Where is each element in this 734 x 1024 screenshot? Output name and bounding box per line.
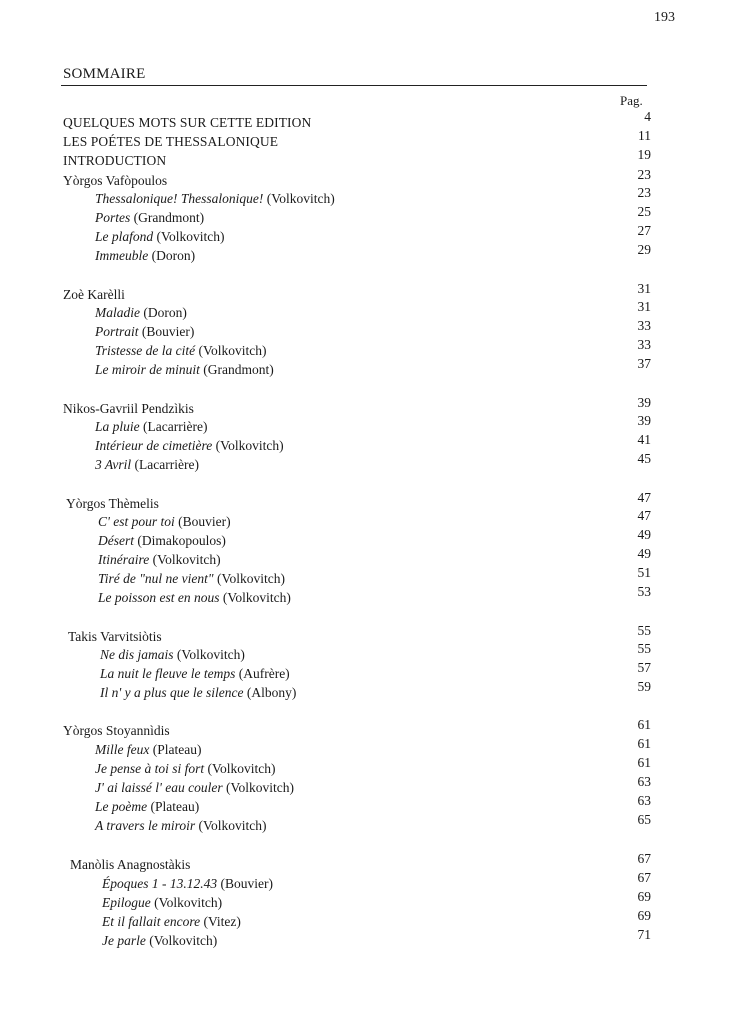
poem-entry: [95, 190, 335, 208]
page-ref: 69: [637, 889, 651, 904]
poem-entry: [98, 532, 226, 550]
poem-entry: [95, 342, 267, 360]
poem-entry: [95, 323, 194, 341]
page-ref: 19: [637, 147, 651, 162]
page-ref: 25: [637, 204, 651, 219]
poem-entry: [95, 456, 199, 474]
translator: (Bouvier): [174, 514, 231, 529]
poem-entry: [95, 228, 225, 246]
poem-row: [0, 679, 734, 702]
page-ref: 31: [637, 281, 651, 296]
page-ref: 67: [637, 851, 651, 866]
page-ref: 23: [637, 167, 651, 182]
page-ref: 33: [637, 337, 651, 352]
page-number: 193: [654, 10, 675, 25]
poem-title: Tiré de "nul ne vient": [98, 571, 214, 586]
translator: (Lacarrière): [139, 419, 208, 434]
front-matter-entry: LES POÉTES DE THESSALONIQUE: [63, 134, 279, 149]
poem-title: Maladie: [95, 305, 140, 320]
page-ref: 37: [637, 356, 651, 371]
poem-row: [0, 356, 734, 379]
poem-title: C' est pour toi: [98, 514, 175, 529]
poem-title: Itinéraire: [98, 552, 150, 567]
page-ref: 47: [637, 490, 651, 505]
page-ref: 41: [637, 432, 651, 447]
page-ref: 69: [637, 908, 651, 923]
toc-title: SOMMAIRE: [63, 66, 146, 82]
author-name: Yòrgos Thèmelis: [66, 496, 159, 511]
poem-entry: [95, 247, 195, 265]
poem-title: Je parle: [102, 933, 146, 948]
poem-title: Thessalonique! Thessalonique!: [95, 191, 264, 206]
poem-title: Le miroir de minuit: [95, 362, 200, 377]
front-matter-entry: INTRODUCTION: [63, 153, 167, 168]
poem-title: Mille feux: [95, 742, 150, 757]
poem-title: Le poisson est en nous: [98, 590, 220, 605]
translator: (Dimakopoulos): [134, 533, 226, 548]
page-ref: 55: [637, 623, 651, 638]
poem-title: 3 Avril: [95, 457, 132, 472]
poem-title: Époques 1 - 13.12.43: [102, 876, 218, 891]
page-ref: 29: [637, 242, 651, 257]
translator: (Aufrère): [235, 666, 290, 681]
poem-title: Intérieur de cimetière: [95, 438, 213, 453]
translator: (Albony): [243, 685, 297, 700]
poem-title: A travers le miroir: [95, 818, 196, 833]
page-ref: 39: [637, 395, 651, 410]
poem-entry: [95, 817, 267, 835]
page-ref: 71: [637, 927, 651, 942]
pag-column-label: Pag.: [620, 93, 643, 108]
poem-row: [0, 812, 734, 835]
page-ref: 53: [637, 584, 651, 599]
poem-entry: [95, 741, 201, 759]
poem-title: Je pense à toi si fort: [95, 761, 205, 776]
page-ref: 67: [637, 870, 651, 885]
translator: (Volkovitch): [149, 552, 221, 567]
poem-entry: [95, 361, 274, 379]
poem-title: Le plafond: [95, 229, 154, 244]
poem-entry: [102, 894, 222, 912]
translator: (Doron): [148, 248, 196, 263]
translator: (Volkovitch): [145, 933, 218, 948]
poem-entry: [95, 798, 199, 816]
page-ref: 55: [637, 641, 651, 656]
translator: (Grandmont): [130, 210, 205, 225]
poem-row: [0, 927, 734, 950]
poem-row: [0, 242, 734, 265]
poem-entry: [102, 913, 241, 931]
page-ref: 31: [637, 299, 651, 314]
poem-title: J' ai laissé l' eau couler: [95, 780, 223, 795]
translator: (Vitez): [200, 914, 241, 929]
poem-entry: [98, 551, 221, 569]
poem-entry: [95, 209, 204, 227]
translator: (Volkovitch): [195, 343, 267, 358]
author-name: Takis Varvitsiòtis: [68, 629, 162, 644]
poem-title: Tristesse de la cité: [95, 343, 196, 358]
poem-entry: [95, 418, 207, 436]
page-ref: 27: [637, 223, 651, 238]
poem-title: Il n' y a plus que le silence: [100, 685, 244, 700]
translator: (Volkovitch): [173, 647, 245, 662]
translator: (Volkovitch): [212, 438, 284, 453]
poem-title: Désert: [98, 533, 134, 548]
poem-entry: [98, 589, 291, 607]
page-ref: 63: [637, 774, 651, 789]
author-name: Zoè Karèlli: [63, 287, 125, 302]
page-ref: 51: [637, 565, 651, 580]
translator: (Volkovitch): [219, 590, 291, 605]
page-ref: 49: [637, 527, 651, 542]
poem-title: La nuit le fleuve le temps: [100, 666, 236, 681]
page-ref: 61: [637, 755, 651, 770]
page-ref: 39: [637, 413, 651, 428]
translator: (Volkovitch): [150, 895, 223, 910]
page-ref: 11: [638, 128, 651, 143]
page-ref: 23: [637, 185, 651, 200]
poem-entry: [102, 932, 217, 950]
page-ref: 65: [637, 812, 651, 827]
translator: (Bouvier): [217, 876, 273, 891]
translator: (Volkovitch): [263, 191, 335, 206]
poem-entry: [100, 684, 296, 702]
page-ref: 45: [637, 451, 651, 466]
translator: (Plateau): [147, 799, 200, 814]
poem-title: Portrait: [95, 324, 139, 339]
translator: (Volkovitch): [204, 761, 276, 776]
poem-entry: [95, 437, 284, 455]
page-ref: 4: [644, 109, 651, 124]
poem-title: La pluie: [95, 419, 140, 434]
translator: (Lacarrière): [131, 457, 199, 472]
author-name: Yòrgos Vafòpoulos: [63, 173, 168, 188]
translator: (Volkovitch): [213, 571, 285, 586]
poem-entry: [95, 760, 275, 778]
poem-title: Le poème: [95, 799, 148, 814]
translator: (Bouvier): [138, 324, 195, 339]
poem-row: [0, 451, 734, 474]
page-ref: 33: [637, 318, 651, 333]
translator: (Volkovitch): [153, 229, 225, 244]
poem-row: [0, 584, 734, 607]
poem-title: Ne dis jamais: [100, 647, 174, 662]
translator: (Volkovitch): [222, 780, 294, 795]
author-name: Nikos-Gavriil Pendzìkis: [63, 401, 194, 416]
author-name: Manòlis Anagnostàkis: [70, 857, 191, 872]
poem-title: Portes: [95, 210, 131, 225]
page-ref: 49: [637, 546, 651, 561]
translator: (Doron): [140, 305, 187, 320]
page-ref: 61: [637, 736, 651, 751]
page-ref: 59: [637, 679, 651, 694]
translator: (Plateau): [149, 742, 202, 757]
poem-title: Et il fallait encore: [102, 914, 201, 929]
page-ref: 61: [637, 717, 651, 732]
translator: (Grandmont): [199, 362, 274, 377]
poem-entry: [95, 304, 187, 322]
translator: (Volkovitch): [195, 818, 267, 833]
poem-entry: [100, 665, 290, 683]
author-name: Yòrgos Stoyannìdis: [63, 723, 170, 738]
page-ref: 57: [637, 660, 651, 675]
poem-entry: [98, 570, 285, 588]
front-matter-entry: QUELQUES MOTS SUR CETTE EDITION: [63, 115, 312, 130]
poem-title: Epilogue: [102, 895, 151, 910]
poem-entry: [95, 779, 294, 797]
page-ref: 63: [637, 793, 651, 808]
poem-entry: [98, 513, 231, 531]
poem-title: Immeuble: [95, 248, 149, 263]
page-ref: 47: [637, 508, 651, 523]
poem-entry: [102, 875, 273, 893]
poem-entry: [100, 646, 245, 664]
